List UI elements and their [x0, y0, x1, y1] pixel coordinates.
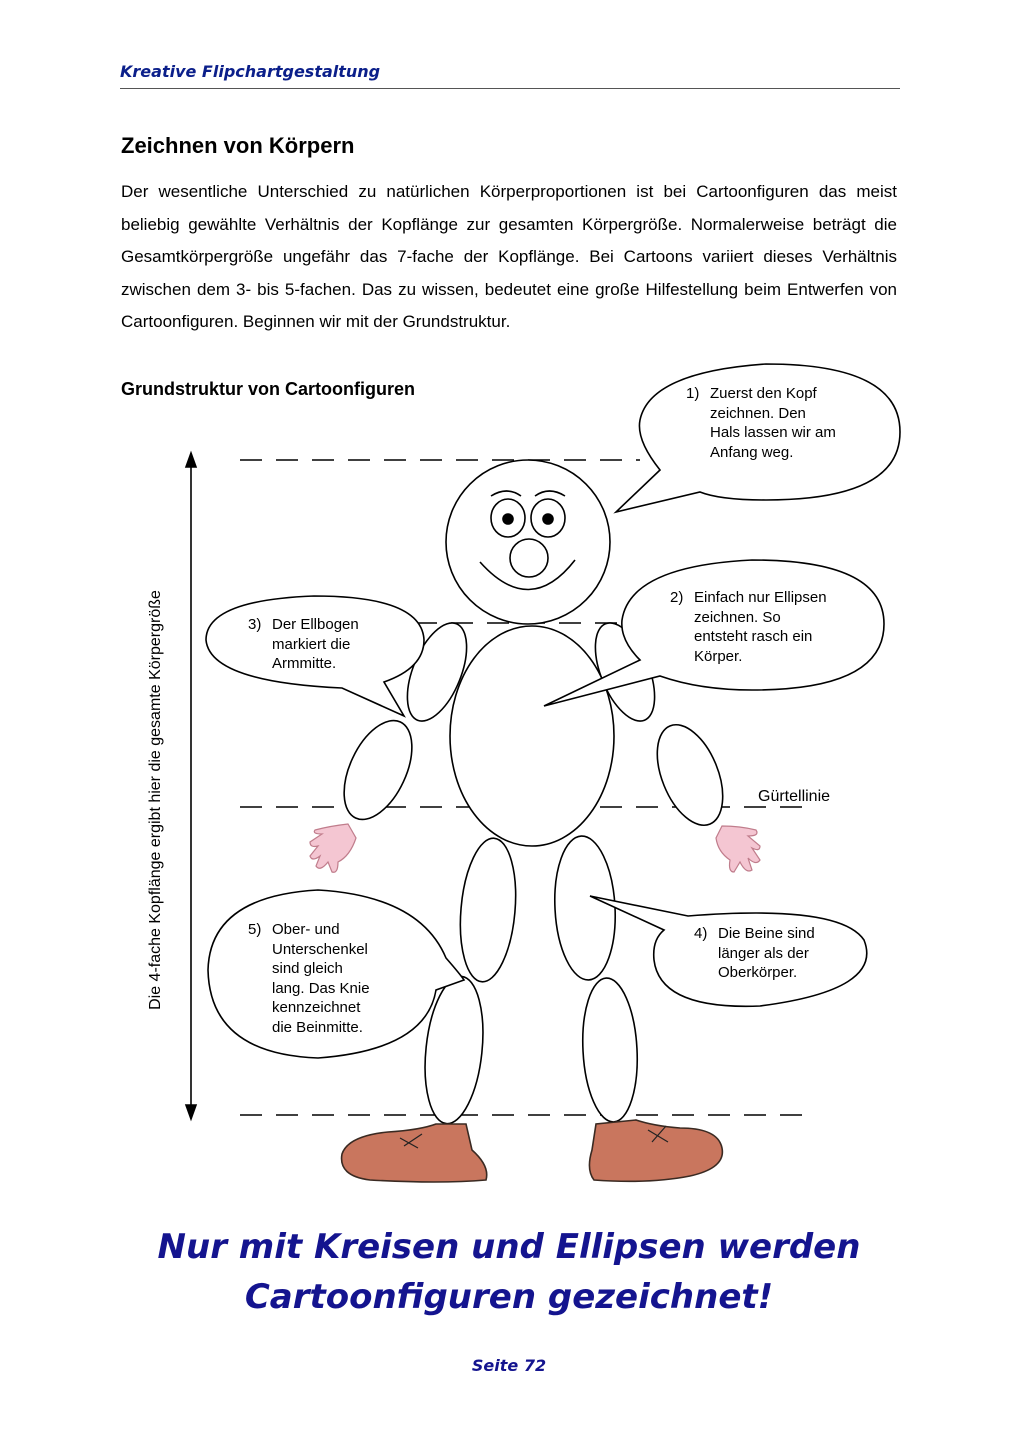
bubble-5-number: 5) — [248, 921, 262, 938]
torso-ellipse — [450, 626, 614, 846]
figure-heading: Grundstruktur von Cartoonfiguren — [121, 379, 415, 399]
left-thigh — [455, 836, 521, 984]
bubble-5-text: 5) Ober- und Unterschenkel sind gleich lang. Das Knie kennzeichnet die Beinmitte. — [248, 921, 370, 1036]
bubble-2-number: 2) — [670, 589, 684, 606]
intro-paragraph: Der wesentliche Unterschied zu natürlichen Körperproportionen ist bei Cartoonfiguren das meist beliebig gewählte Verhältnis der Kopflänge zur gesamten Körpergröße. Normalerweise beträgt die Gesamtkörpergröße ungefähr das 7-fache der Kopflänge. Bei Cartoons variiert dieses Verhältnis zwischen dem 3- bis 5-fachen. Das zu wissen, bedeutet eine große Hilfestellung beim Entwerfen von Cartoonfiguren. Beginnen wir mit der Grundstruktur. — [121, 182, 897, 331]
page-number: Seite 72 — [471, 1356, 547, 1375]
axis-label-vertical: Die 4-fache Kopflänge ergibt hier die gesamte Körpergröße — [147, 590, 164, 1010]
nose-icon — [510, 539, 548, 577]
left-hand-icon — [310, 824, 356, 872]
arrow-head-bottom — [186, 1105, 196, 1119]
slogan-line-1: Nur mit Kreisen und Ellipsen werden — [157, 1227, 861, 1267]
slogan — [0, 1222, 1018, 1322]
bubble-4-text: 4) Die Beine sind länger als der Oberkörper. — [694, 925, 815, 981]
bubble-1-number: 1) — [686, 385, 700, 402]
running-header: Kreative Flipchartgestaltung — [120, 62, 381, 81]
arrow-head-top — [186, 453, 196, 467]
bubble-1-text: 1) Zuerst den Kopf zeichnen. Den Hals lassen wir am Anfang weg. — [686, 385, 836, 461]
right-shin — [579, 977, 640, 1124]
left-shoe-icon — [342, 1124, 487, 1182]
bubble-3-number: 3) — [248, 616, 262, 633]
bubble-3-text: 3) Der Ellbogen markiert die Armmitte. — [248, 616, 359, 672]
slogan-line-2: Cartoonfiguren gezeichnet! — [244, 1277, 774, 1317]
section-heading: Zeichnen von Körpern — [121, 133, 355, 158]
left-forearm — [330, 710, 426, 830]
belt-line-label: Gürtellinie — [758, 788, 831, 805]
bubble-2-text: 2) Einfach nur Ellipsen zeichnen. So entsteht rasch ein Körper. — [670, 589, 827, 665]
right-thigh — [551, 835, 618, 982]
right-shoe-icon — [589, 1120, 722, 1181]
right-forearm — [644, 715, 736, 834]
bubble-4-number: 4) — [694, 925, 708, 942]
right-hand-icon — [716, 826, 760, 872]
